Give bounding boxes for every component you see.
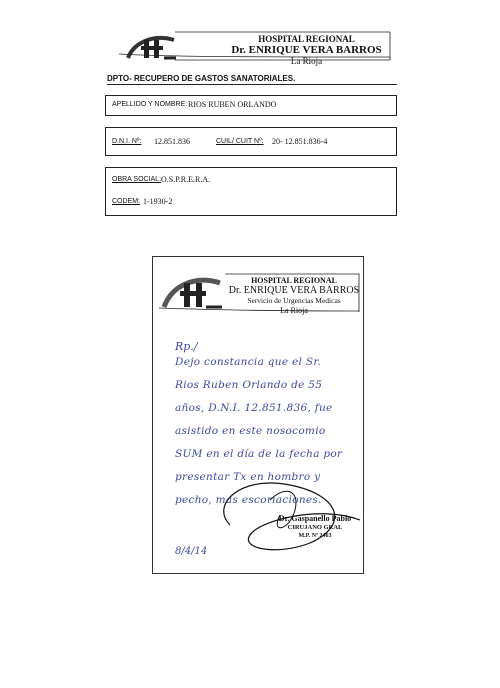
handwritten-line: años, D.N.I. 12.851.836, fue <box>175 402 333 414</box>
stamp-name: Dr. Gaspanello Pablo <box>278 514 352 523</box>
doctor-stamp <box>270 514 360 541</box>
name-label: APELLIDO Y NOMBRE: <box>112 101 188 108</box>
prescription-header <box>224 276 364 316</box>
cuil-label: CUIL/ CUIT Nº: <box>216 138 264 145</box>
header-line1: HOSPITAL REGIONAL <box>258 34 355 44</box>
prescription-header-line4: La Rioja <box>280 306 308 315</box>
prescription-header-line2: Dr. ENRIQUE VERA BARROS <box>228 285 360 296</box>
hospital-logo-icon <box>160 273 226 311</box>
cuil-value: 20- 12.851.836-4 <box>272 137 328 146</box>
insurance-box <box>105 167 397 216</box>
codem-label: CODEM: <box>112 198 140 205</box>
prescription-header-line1: HOSPITAL REGIONAL <box>251 276 337 285</box>
handwritten-date: 8/4/14 <box>175 546 208 557</box>
header-line2: Dr. ENRIQUE VERA BARROS <box>231 44 382 56</box>
obra-social-value: O.S.P.R.E.R.A. <box>161 175 211 184</box>
hospital-logo-icon <box>124 32 180 62</box>
rp-mark: Rp./ <box>175 340 198 353</box>
handwritten-line: Rios Ruben Orlando de 55 <box>175 379 323 391</box>
department-title: DPTO- RECUPERO DE GASTOS SANATORIALES. <box>107 74 296 83</box>
handwritten-line: Dejo constancia que el Sr. <box>175 356 322 368</box>
codem-value: 1-1930-2 <box>143 197 173 206</box>
signature <box>200 465 370 560</box>
stamp-title: CIRUJANO GRAL <box>287 524 343 531</box>
header-line3: La Rioja <box>290 56 323 66</box>
obra-social-label: OBRA SOCIAL: <box>112 176 162 183</box>
handwritten-line: asistido en este nosocomio <box>175 425 326 437</box>
hospital-header <box>214 34 399 67</box>
handwritten-line: pecho, mas escoriaciones. <box>175 494 322 506</box>
handwritten-line: presentar Tx en hombro y <box>175 471 321 483</box>
name-box <box>105 95 397 116</box>
dni-label: D.N.I. Nº: <box>112 138 142 145</box>
stamp-mp: M.P. Nº 2463 <box>298 533 332 539</box>
dni-value: 12.851.836 <box>154 137 190 146</box>
handwritten-line: SUM en el día de la fecha por <box>175 448 343 460</box>
department-underline <box>107 84 397 85</box>
name-value: RIOS RUBEN ORLANDO <box>188 100 277 109</box>
id-box <box>105 127 397 156</box>
prescription-header-line3: Servicio de Urgencias Medicas <box>247 296 341 305</box>
